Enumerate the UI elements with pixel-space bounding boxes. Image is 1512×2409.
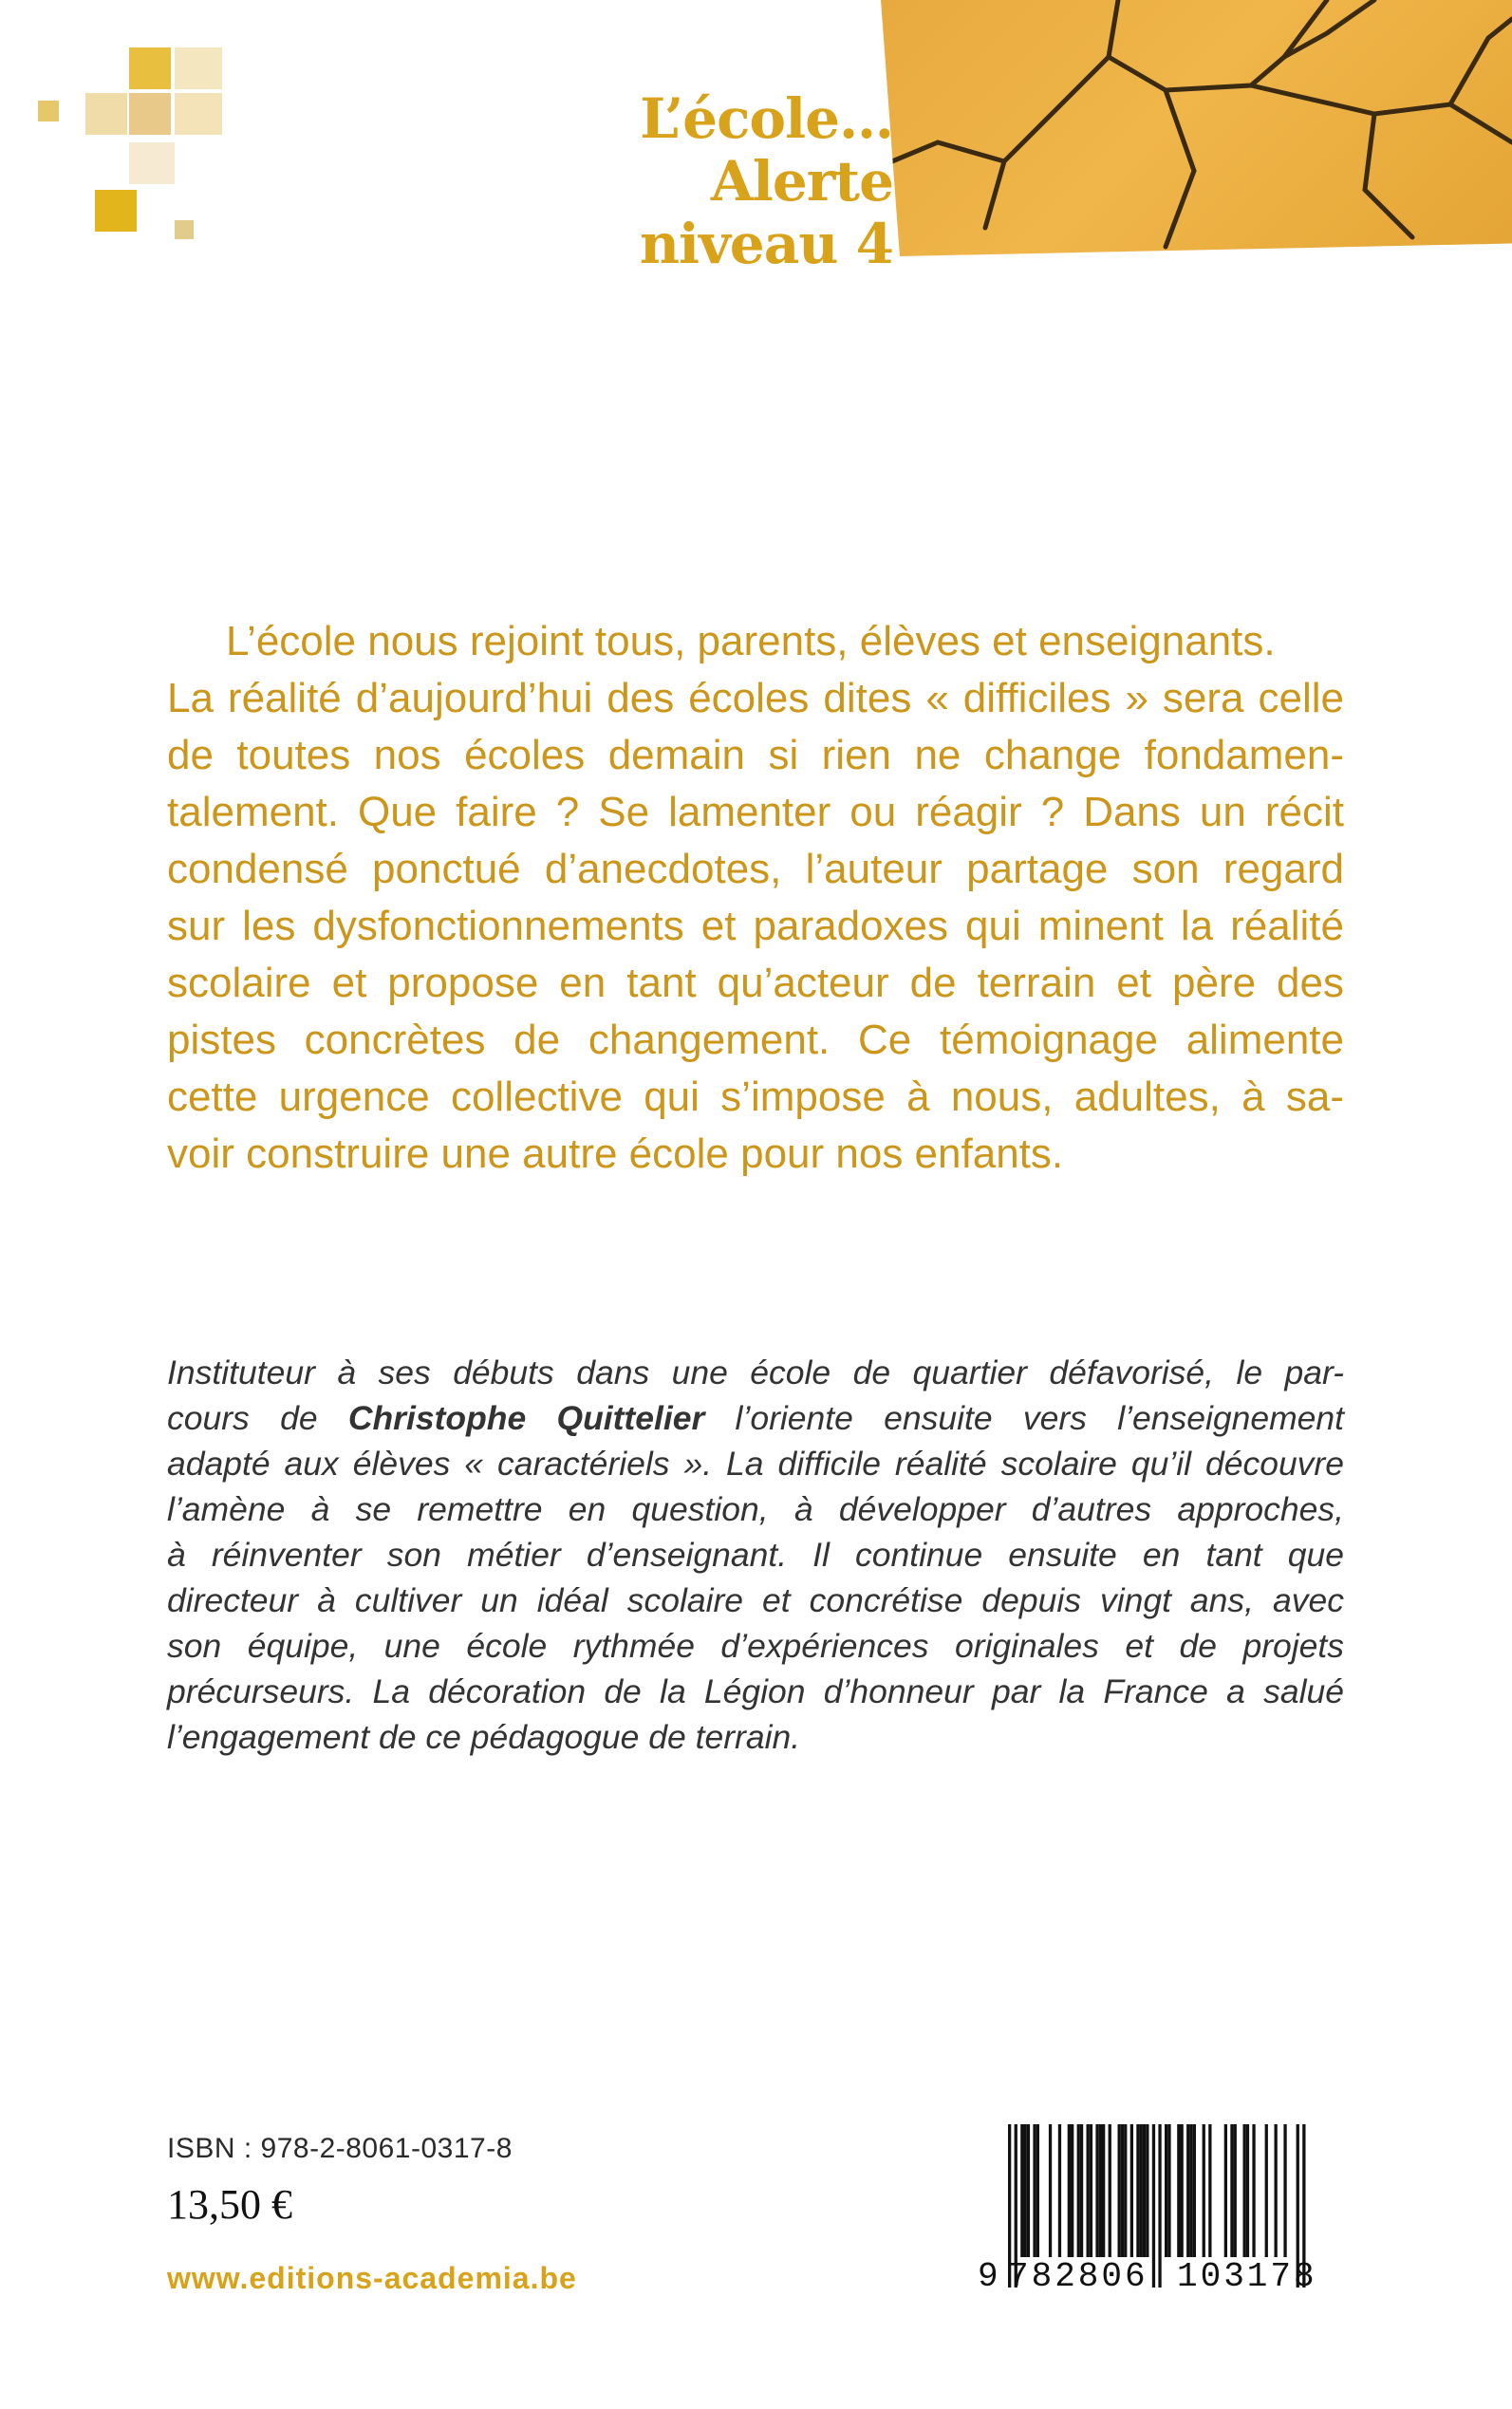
barcode-bar bbox=[1152, 2124, 1155, 2288]
barcode-bar bbox=[1090, 2124, 1092, 2257]
barcode-bar bbox=[1121, 2124, 1124, 2257]
barcode-bar bbox=[1099, 2124, 1102, 2257]
barcode-bar bbox=[1165, 2124, 1167, 2257]
summary-line: La réalité d’aujourd’hui des écoles dites « difficiles » sera celle bbox=[167, 675, 1344, 721]
bio-line: son équipe, une école rythmée d’expériences originales et de projets bbox=[167, 1627, 1344, 1665]
barcode-digit-first: 9 bbox=[978, 2257, 999, 2296]
bio-line: directeur à cultiver un idéal scolaire et concrétise depuis vingt ans, avec bbox=[167, 1581, 1344, 1619]
bio-line: l’engagement de ce pédagogue de terrain. bbox=[167, 1718, 801, 1756]
barcode-bar bbox=[1087, 2124, 1090, 2257]
barcode-bar bbox=[1230, 2124, 1233, 2257]
book-summary bbox=[167, 613, 1344, 1183]
summary-line: condensé ponctué d’anecdotes, l’auteur partage son regard bbox=[167, 846, 1344, 892]
summary-line: L’école nous rejoint tous, parents, élèves et enseignants. bbox=[226, 618, 1276, 664]
deco-square bbox=[129, 93, 171, 135]
deco-square bbox=[175, 93, 222, 135]
barcode-digits-left: 782806 bbox=[1008, 2257, 1148, 2296]
barcode-bar bbox=[1167, 2124, 1170, 2257]
barcode-bar bbox=[1252, 2124, 1255, 2257]
title-line: Alerte bbox=[710, 149, 893, 214]
barcode-bar bbox=[1275, 2124, 1278, 2257]
barcode-bar bbox=[1077, 2124, 1080, 2257]
barcode-bar bbox=[1080, 2124, 1083, 2257]
price: 13,50 € bbox=[167, 2181, 292, 2228]
bio-line: Instituteur à ses débuts dans une école de quartier défavorisé, le par- bbox=[167, 1354, 1344, 1391]
barcode-bar bbox=[1189, 2124, 1192, 2257]
deco-square bbox=[175, 47, 222, 89]
barcode-bar bbox=[1124, 2124, 1127, 2257]
cracked-earth-illustration bbox=[881, 0, 1512, 256]
title-line: L’école… bbox=[640, 86, 893, 151]
barcode-bar bbox=[1036, 2124, 1039, 2257]
book-title bbox=[640, 87, 893, 275]
author-name: Christophe Quittelier bbox=[347, 1399, 705, 1437]
publisher-website[interactable]: www.editions-academia.be bbox=[167, 2261, 577, 2295]
author-bio bbox=[167, 1350, 1344, 1760]
bio-line: précurseurs. La décoration de la Légion d’honneur par la France a salué bbox=[167, 1672, 1344, 1710]
deco-square bbox=[85, 93, 127, 135]
summary-line: sur les dysfonctionnements et paradoxes qui minent la réalité bbox=[167, 903, 1344, 949]
barcode-bar bbox=[1140, 2124, 1143, 2257]
bio-line: à réinventer son métier d’enseignant. Il continue ensuite en tant que bbox=[167, 1536, 1344, 1574]
barcode-bar bbox=[1024, 2124, 1027, 2257]
barcode-bar bbox=[1193, 2124, 1196, 2257]
summary-line: pistes concrètes de changement. Ce témoignage alimente bbox=[167, 1017, 1344, 1063]
barcode-bar bbox=[1027, 2124, 1030, 2257]
title-line: niveau 4 bbox=[639, 212, 893, 276]
barcode-digits-right: 103178 bbox=[1177, 2257, 1317, 2296]
bio-line: l’amène à se remettre en question, à développer d’autres approches, bbox=[167, 1490, 1344, 1528]
barcode-bar bbox=[1208, 2124, 1211, 2257]
deco-square bbox=[38, 101, 59, 121]
barcode-bar bbox=[1243, 2124, 1246, 2257]
summary-line: voir construire une autre école pour nos enfants. bbox=[167, 1130, 1064, 1177]
summary-line: talement. Que faire ? Se lamenter ou réagir ? Dans un récit bbox=[167, 789, 1344, 835]
summary-line: de toutes nos écoles demain si rien ne change fondamen- bbox=[167, 732, 1344, 778]
barcode-bar bbox=[1265, 2124, 1268, 2257]
barcode-bar bbox=[1068, 2124, 1071, 2257]
barcode-bar bbox=[1224, 2124, 1227, 2257]
deco-square bbox=[129, 142, 175, 184]
deco-square bbox=[129, 47, 171, 89]
barcode-bar bbox=[1058, 2124, 1061, 2257]
barcode-bar bbox=[1246, 2124, 1249, 2257]
barcode-bar bbox=[1095, 2124, 1098, 2257]
barcode-bar bbox=[1118, 2124, 1121, 2257]
bio-line: adapté aux élèves « caractériels ». La difficile réalité scolaire qu’il découvre bbox=[167, 1445, 1344, 1483]
barcode-bar bbox=[1203, 2124, 1205, 2257]
barcode-bar bbox=[1143, 2124, 1146, 2257]
bio-text: cours de bbox=[167, 1399, 348, 1437]
isbn: ISBN : 978-2-8061-0317-8 bbox=[167, 2133, 513, 2164]
barcode-bar bbox=[1234, 2124, 1237, 2257]
summary-line: cette urgence collective qui s’impose à nous, adultes, à sa- bbox=[167, 1074, 1344, 1120]
cover-texture-image bbox=[881, 0, 1512, 256]
decorative-squares bbox=[0, 0, 247, 266]
barcode-bar bbox=[1158, 2124, 1161, 2288]
barcode-bar bbox=[1283, 2124, 1286, 2257]
barcode-bar bbox=[1020, 2124, 1023, 2257]
barcode-bar bbox=[1146, 2124, 1148, 2257]
barcode-bar bbox=[1181, 2124, 1184, 2257]
barcode-bar bbox=[1071, 2124, 1073, 2257]
barcode-bar bbox=[1033, 2124, 1036, 2257]
summary-line: scolaire et propose en tant qu’acteur de terrain et père des bbox=[167, 960, 1344, 1006]
bio-text: l’oriente ensuite vers l’enseignement bbox=[704, 1399, 1344, 1437]
barcode-bar bbox=[1177, 2124, 1180, 2257]
barcode-bar bbox=[1109, 2124, 1111, 2257]
barcode-bar bbox=[1136, 2124, 1139, 2257]
deco-square bbox=[175, 220, 194, 239]
barcode-bar bbox=[1186, 2124, 1189, 2257]
barcode-bar bbox=[1049, 2124, 1052, 2257]
barcode-bar bbox=[1130, 2124, 1133, 2257]
barcode-bar bbox=[1102, 2124, 1105, 2257]
bio-line bbox=[167, 1395, 1344, 1441]
deco-square bbox=[95, 190, 137, 232]
